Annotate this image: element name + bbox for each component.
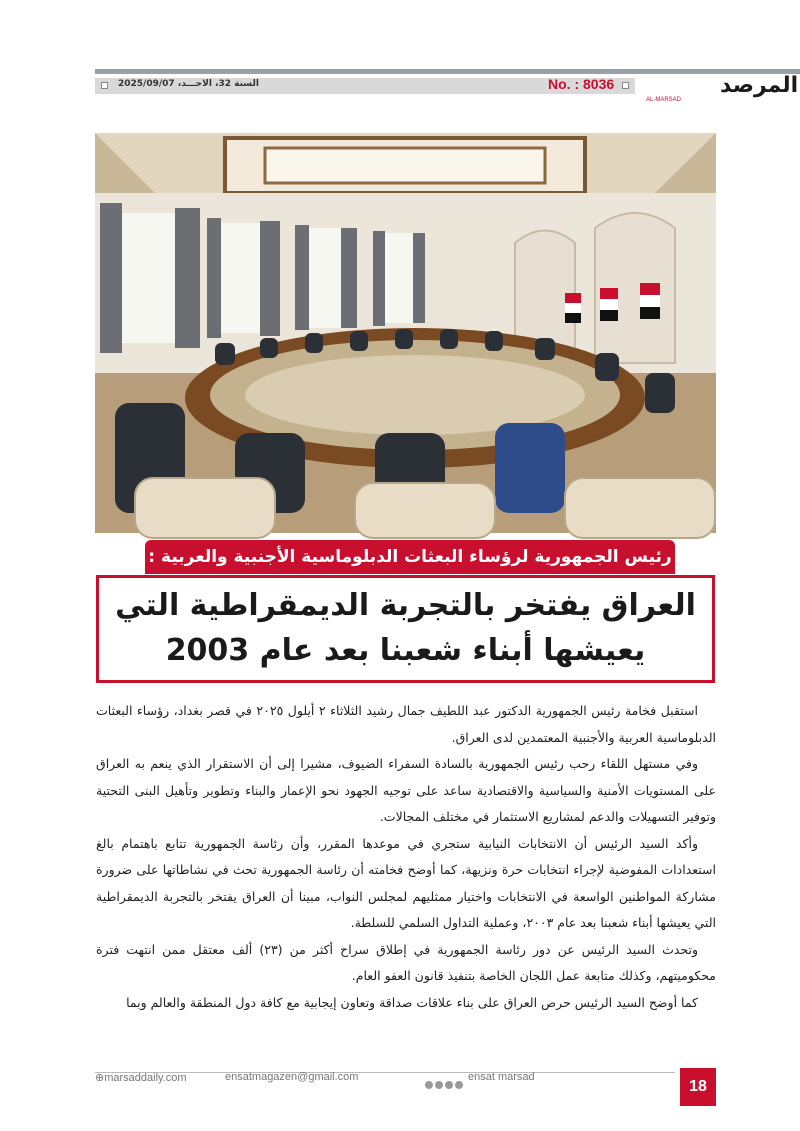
paragraph: استقبل فخامة رئيس الجمهورية الدكتور عبد اللطيف جمال رشيد الثلاثاء ٢ أيلول ٢٠٢٥ في قصر بغداد، رؤساء البعثات الدبلوماسية العربية والأجنبية المعتمدين لدى العراق. [96, 703, 716, 745]
paragraph: وأكد السيد الرئيس أن الانتخابات النيابية ستجري في موعدها المقرر، وأن رئاسة الجمهورية تتابع باهتمام بالغ استعدادات المفوضية لإجراء انتخابات حرة ونزيهة، كما أوضح فخامته أن رئاسة الجمهورية تحث في نشاطاتها على ضرورة مشاركة المواطنين الواسعة في الانتخابات واختيار ممثليهم لمجلس النواب، مبينا أن العراق يفتخر بالتجربة الديمقراطية التي يعيشها أبناء شعبنا بعد عام ٢٠٠٣، وعملية التداول السلمي للسلطة. [96, 835, 716, 930]
paragraph: وفي مستهل اللقاء رحب رئيس الجمهورية بالسادة السفراء الضيوف، مشيرا إلى أن الاستقرار الذي ينعم به العراق على المستويات الأمنية والسياسية والاقتصادية ساعد على توجيه الجهود نحو الإعمار والبناء وتطوير وتأهيل البنى التحتية وتوفير التسهيلات والدعم لمشاريع الاستثمار في مختلف المجالات. [96, 756, 716, 824]
facebook-icon [425, 1081, 433, 1089]
twitter-icon [435, 1081, 443, 1089]
page-number: 18 [680, 1068, 716, 1106]
logo-latin: AL-MARSAD [646, 97, 682, 103]
headline-kicker: رئيس الجمهورية لرؤساء البعثات الدبلوماسية الأجنبية والعربية : [145, 540, 675, 574]
headline-line-2: يعيشها أبناء شعبنا بعد عام 2003 [165, 633, 646, 668]
issue-date: السنة 32، الاحـــد، 2025/09/07 [118, 79, 259, 89]
social-icons [425, 1074, 465, 1093]
conference-photo [95, 133, 716, 533]
newspaper-logo [642, 70, 799, 104]
article-body [96, 698, 716, 1044]
paragraph: كما أوضح السيد الرئيس حرص العراق على بناء علاقات صداقة وتعاون إيجابية مع كافة دول المنطقة والعالم وبما [126, 994, 698, 1010]
footer-website[interactable]: ⊕marsaddaily.com [95, 1072, 187, 1084]
instagram-icon [455, 1081, 463, 1089]
issue-number: No. : 8036 [548, 76, 615, 92]
logo-text: المرصد [720, 73, 799, 98]
footer-email[interactable]: ensatmagazen@gmail.com [225, 1071, 359, 1083]
bullet-square [101, 82, 108, 89]
paragraph: وتحدث السيد الرئيس عن دور رئاسة الجمهورية في إطلاق سراح أكثر من (٢٣) ألف معتقل ممن انتهت فترة محكوميتهم، وكذلك متابعة عمل اللجان الخاصة بتنفيذ قانون العفو العام. [96, 941, 716, 983]
footer-social-handle[interactable]: ensat marsad [468, 1071, 535, 1083]
youtube-icon [445, 1081, 453, 1089]
headline-box [96, 575, 715, 683]
headline-line-1: العراق يفتخر بالتجربة الديمقراطية التي [115, 588, 696, 623]
globe-icon: ⊕ [95, 1072, 105, 1084]
bullet-square [622, 82, 629, 89]
